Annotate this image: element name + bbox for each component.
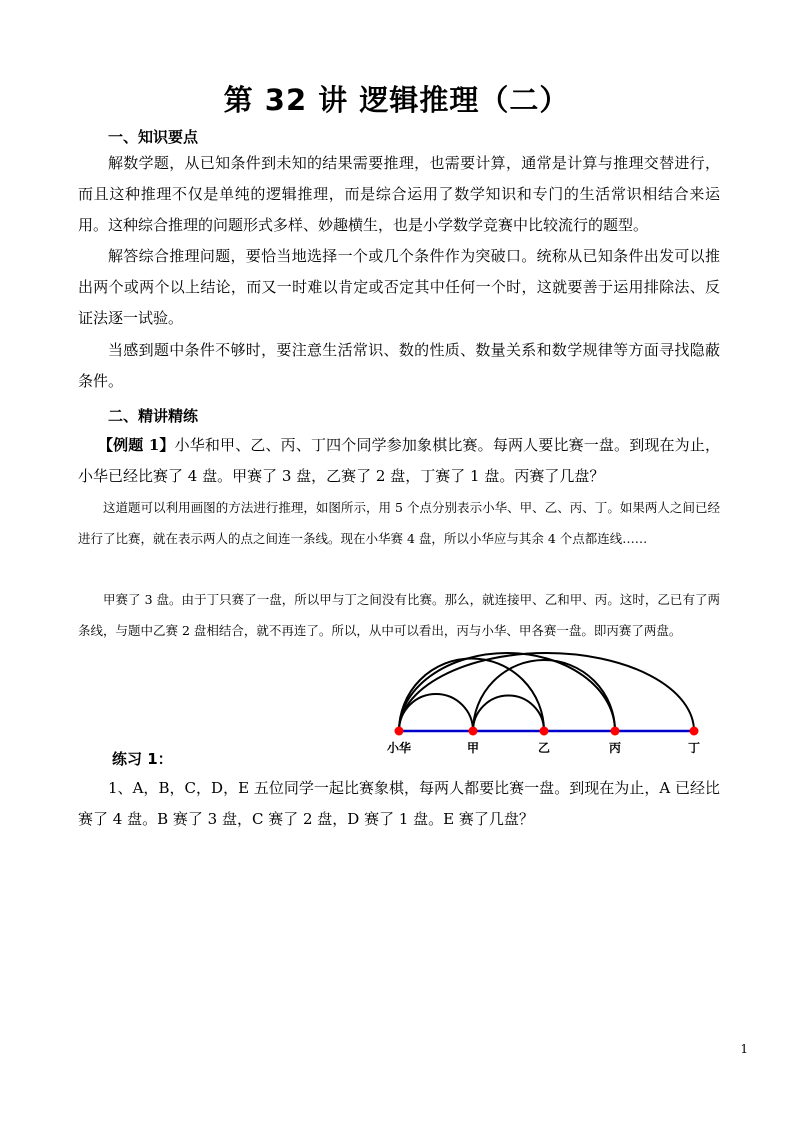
node-label-3: 乙 [537,741,551,755]
practice-heading: 练习 1： [112,750,173,768]
example-text: 小华和甲、乙、丙、丁四个同学参加象棋比赛。每两人要比赛一盘。到现在为止，小华已经比赛了 4 盘。甲赛了 3 盘，乙赛了 2 盘，丁赛了 1 盘。丙赛了几盘？ [78,436,720,485]
node-label-4: 丙 [608,741,622,755]
solution-paragraph-2: 甲赛了 3 盘。由于丁只赛了一盘，所以甲与丁之间没有比赛。那么，就连接甲、乙和甲、丙。这时，乙已有了两条线，与题中乙赛 2 盘相结合，就不再连了。所以，从中可以看出，丙与小华、甲各赛一盘。即丙赛了两盘。 [78,592,720,638]
node-label-2: 甲 [466,741,480,755]
example-1 [78,430,720,492]
node-label-5: 丁 [687,741,701,755]
section-heading-knowledge: 一、知识要点 [108,128,199,146]
node-4 [611,727,620,736]
edge-arc-1 [399,694,473,731]
node-label-1: 小华 [386,741,412,755]
node-5 [690,727,699,736]
knowledge-paragraph-3: 当感到题中条件不够时，要注意生活常识、数的性质、数量关系和数学规律等方面寻找隐蔽条件。 [78,341,720,390]
practice-question-1: 1、A，B，C，D，E 五位同学一起比赛象棋，每两人都要比赛一盘。到现在为止，A 已经比赛了 4 盘。B 赛了 3 盘，C 赛了 2 盘，D 赛了 1 盘。E 赛了几盘？ [78,779,720,828]
node-1 [395,727,404,736]
knowledge-paragraph-2: 解答综合推理问题，要恰当地选择一个或几个条件作为突破口。统称从已知条件出发可以推出两个或两个以上结论，而又一时难以肯定或否定其中任何一个时，这就要善于运用排除法、反证法逐一试验。 [78,247,720,327]
edge-arc-5 [473,696,544,731]
example-label: 【例题 1】 [98,436,175,454]
solution-paragraph-1: 这道题可以利用画图的方法进行推理，如图所示，用 5 个点分别表示小华、甲、乙、丙、丁。如果两人之间已经进行了比赛，就在表示两人的点之间连一条线。现在小华赛 4 盘，所以小华应与其余 4 个点都连线…… [78,500,720,546]
section-heading-practice: 二、精讲精练 [108,407,199,425]
node-2 [469,727,478,736]
knowledge-paragraph-1: 解数学题，从已知条件到未知的结果需要推理，也需要计算，通常是计算与推理交替进行，而且这种推理不仅是单纯的逻辑推理，而是综合运用了数学知识和专门的生活常识相结合来运用。这种综合推理的问题形式多样、妙趣横生，也是小学数学竞赛中比较流行的题型。 [78,154,720,234]
page-title: 第 32 讲 逻辑推理（二） [223,83,570,117]
node-3 [540,727,549,736]
edge-arc-3 [399,653,615,731]
match-diagram [380,650,720,765]
page-number: 1 [740,1042,748,1056]
